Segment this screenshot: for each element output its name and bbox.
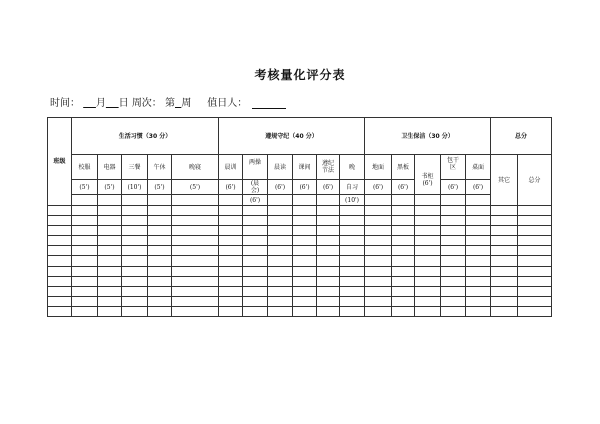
item-other: 其它 [491,155,518,206]
score-cell[interactable] [72,296,98,306]
score-cell[interactable] [293,216,317,226]
score-cell[interactable] [243,296,268,306]
score-cell[interactable] [48,256,72,266]
score-cell[interactable] [518,206,552,216]
score-cell[interactable] [122,296,148,306]
score-cell[interactable] [317,306,340,316]
score-cell[interactable] [98,226,122,236]
score-cell[interactable] [172,256,219,266]
points-appliance: (5') [98,180,122,195]
score-cell[interactable] [518,296,552,306]
date-field[interactable] [83,94,128,109]
score-cell[interactable] [392,296,415,306]
item-morning-training: 晨训 [219,155,243,180]
score-cell[interactable] [491,286,518,296]
score-cell[interactable] [172,306,219,316]
score-cell[interactable] [98,246,122,256]
table-row [48,206,552,216]
score-cell[interactable] [148,226,172,236]
score-cell[interactable] [340,286,365,296]
table-body [48,206,552,317]
score-cell[interactable] [148,216,172,226]
score-cell[interactable] [293,296,317,306]
score-cell[interactable] [317,226,340,236]
score-cell[interactable] [491,296,518,306]
score-cell[interactable] [518,306,552,316]
score-cell[interactable] [466,256,491,266]
item-law-line1: 遵纪 [322,160,335,167]
score-cell[interactable] [415,296,441,306]
score-cell[interactable] [392,236,415,246]
score-cell[interactable] [340,276,365,286]
score-cell[interactable] [365,266,392,276]
score-cell[interactable] [219,306,243,316]
points-zone: (6') [441,180,466,195]
score-cell[interactable] [98,276,122,286]
score-cell[interactable] [148,306,172,316]
score-cell[interactable] [148,266,172,276]
score-cell[interactable] [268,236,293,246]
score-cell[interactable] [340,206,365,216]
score-cell[interactable] [72,216,98,226]
item-nap: 午休 [148,155,172,180]
score-cell[interactable] [48,206,72,216]
score-cell[interactable] [219,286,243,296]
score-cell[interactable] [365,286,392,296]
item-evening: 晚 [340,155,365,180]
score-cell[interactable] [518,256,552,266]
score-cell[interactable] [466,216,491,226]
score-cell[interactable] [172,296,219,306]
score-cell[interactable] [219,276,243,286]
points-blackboard: (6') [392,180,415,195]
score-cell[interactable] [340,246,365,256]
month-label: 月 [95,98,106,109]
table-row [48,216,552,226]
score-cell[interactable] [415,276,441,286]
score-cell[interactable] [317,256,340,266]
score-cell[interactable] [98,296,122,306]
score-cell[interactable] [172,266,219,276]
score-cell[interactable] [268,296,293,306]
score-cell[interactable] [365,216,392,226]
score-cell[interactable] [122,226,148,236]
points-desk: (6') [466,180,491,195]
score-cell[interactable] [98,266,122,276]
score-cell[interactable] [148,236,172,246]
score-cell[interactable] [392,246,415,256]
score-cell[interactable] [441,236,466,246]
total-header: 总分 [491,118,552,155]
score-cell[interactable] [491,226,518,236]
score-cell[interactable] [148,276,172,286]
table-row [48,256,552,266]
score-cell[interactable] [491,206,518,216]
item-zone-line2: 区 [450,164,457,171]
score-cell[interactable] [317,286,340,296]
score-cell[interactable] [268,286,293,296]
score-cell[interactable] [243,226,268,236]
score-cell[interactable] [48,296,72,306]
score-cell[interactable] [293,226,317,236]
score-cell[interactable] [243,246,268,256]
group-discipline: 遵规守纪（40 分） [219,118,365,155]
score-cell[interactable] [268,266,293,276]
score-cell[interactable] [340,266,365,276]
score-cell[interactable] [518,286,552,296]
score-cell[interactable] [340,306,365,316]
points-self-study: (10') [340,195,365,206]
score-cell[interactable] [219,226,243,236]
score-cell[interactable] [441,266,466,276]
score-cell[interactable] [148,206,172,216]
score-cell[interactable] [243,236,268,246]
score-cell[interactable] [172,216,219,226]
score-cell[interactable] [340,216,365,226]
points-law: (6') [317,180,340,195]
score-cell[interactable] [48,236,72,246]
score-cell[interactable] [415,236,441,246]
item-law [317,155,340,180]
score-cell[interactable] [392,226,415,236]
week-prefix: 第 [165,98,175,109]
item-floor: 地面 [365,155,392,180]
score-cell[interactable] [441,276,466,286]
score-cell[interactable] [268,246,293,256]
item-exercises-note [243,180,268,195]
score-cell[interactable] [518,236,552,246]
score-cell[interactable] [365,256,392,266]
info-line [50,94,286,109]
score-cell[interactable] [340,236,365,246]
score-cell[interactable] [268,216,293,226]
score-cell[interactable] [219,296,243,306]
score-cell[interactable] [317,216,340,226]
score-cell[interactable] [365,206,392,216]
duty-label: 值日人： [207,98,248,109]
item-zone [441,155,466,180]
score-cell[interactable] [98,306,122,316]
score-cell[interactable] [48,246,72,256]
score-cell[interactable] [491,306,518,316]
score-cell[interactable] [293,286,317,296]
score-cell[interactable] [122,256,148,266]
score-cell[interactable] [293,206,317,216]
score-cell[interactable] [268,306,293,316]
score-cell[interactable] [441,226,466,236]
score-cell[interactable] [243,306,268,316]
score-cell[interactable] [72,276,98,286]
score-cell[interactable] [415,256,441,266]
score-cell[interactable] [122,216,148,226]
score-cell[interactable] [441,296,466,306]
score-cell[interactable] [392,206,415,216]
score-cell[interactable] [441,286,466,296]
score-cell[interactable] [441,246,466,256]
table-row [48,226,552,236]
score-cell[interactable] [219,246,243,256]
score-cell[interactable] [72,266,98,276]
table-row [48,236,552,246]
score-cell[interactable] [441,206,466,216]
score-cell[interactable] [122,266,148,276]
score-cell[interactable] [466,206,491,216]
group-hygiene: 卫生保洁（30 分） [365,118,491,155]
item-self-study: 自习 [340,180,365,195]
score-cell[interactable] [441,256,466,266]
score-cell[interactable] [268,206,293,216]
day-label: 日 [118,98,129,109]
score-cell[interactable] [415,226,441,236]
score-cell[interactable] [491,246,518,256]
score-cell[interactable] [466,266,491,276]
score-cell[interactable] [518,266,552,276]
score-cell[interactable] [317,296,340,306]
score-cell[interactable] [392,286,415,296]
score-cell[interactable] [340,226,365,236]
score-cell[interactable] [48,286,72,296]
score-cell[interactable] [415,206,441,216]
score-cell[interactable] [441,306,466,316]
score-cell[interactable] [122,246,148,256]
score-cell[interactable] [466,226,491,236]
score-cell[interactable] [518,216,552,226]
score-cell[interactable] [317,276,340,286]
points-morning-training: (6') [219,180,243,195]
item-night-sleep: 晚寝 [172,155,219,180]
duty-field[interactable] [252,98,286,109]
week-label: 周次： [131,98,162,109]
score-cell[interactable] [72,306,98,316]
score-cell[interactable] [466,286,491,296]
score-cell[interactable] [365,226,392,236]
score-cell[interactable] [48,226,72,236]
score-cell[interactable] [243,256,268,266]
item-exercises-note-line2: 会) [250,187,260,194]
score-cell[interactable] [72,256,98,266]
score-cell[interactable] [392,216,415,226]
score-cell[interactable] [122,286,148,296]
group-living-habits: 生活习惯（30 分） [72,118,219,155]
score-cell[interactable] [219,266,243,276]
class-header: 班级 [48,118,72,206]
score-cell[interactable] [415,306,441,316]
item-meals: 三餐 [122,155,148,180]
score-cell[interactable] [317,246,340,256]
score-cell[interactable] [317,206,340,216]
score-cell[interactable] [293,246,317,256]
item-blackboard: 黑板 [392,155,415,180]
item-sum: 总分 [518,155,552,206]
item-bookcase [415,155,441,195]
score-cell[interactable] [317,236,340,246]
score-cell[interactable] [293,276,317,286]
score-cell[interactable] [122,306,148,316]
table-row [48,266,552,276]
points-uniform: (5') [72,180,98,195]
score-cell[interactable] [415,216,441,226]
score-cell[interactable] [415,266,441,276]
week-suffix: 周 [181,98,192,109]
score-cell[interactable] [243,266,268,276]
score-cell[interactable] [415,286,441,296]
score-cell[interactable] [98,256,122,266]
score-cell[interactable] [148,246,172,256]
points-morning-reading: (6') [268,180,293,195]
score-cell[interactable] [491,256,518,266]
score-cell[interactable] [518,276,552,286]
score-cell[interactable] [365,296,392,306]
table-row [48,286,552,296]
score-table [47,117,552,317]
score-cell[interactable] [340,296,365,306]
score-cell[interactable] [98,216,122,226]
score-cell[interactable] [317,266,340,276]
score-cell[interactable] [219,236,243,246]
score-cell[interactable] [466,306,491,316]
table-row [48,306,552,316]
score-cell[interactable] [98,236,122,246]
points-floor: (6') [365,180,392,195]
score-cell[interactable] [415,246,441,256]
item-bookcase-label: 书柜 [421,172,434,180]
score-cell[interactable] [172,206,219,216]
score-cell[interactable] [293,256,317,266]
score-cell[interactable] [148,296,172,306]
score-cell[interactable] [48,276,72,286]
score-cell[interactable] [491,216,518,226]
score-cell[interactable] [466,276,491,286]
score-cell[interactable] [219,206,243,216]
item-appliance: 电器 [98,155,122,180]
score-cell[interactable] [243,216,268,226]
score-cell[interactable] [441,216,466,226]
score-cell[interactable] [365,236,392,246]
page-title: 考核量化评分表 [254,68,346,82]
score-cell[interactable] [148,256,172,266]
item-law-line2: 节法 [322,167,335,174]
score-cell[interactable] [268,256,293,266]
score-cell[interactable] [148,286,172,296]
score-cell[interactable] [243,206,268,216]
score-cell[interactable] [293,266,317,276]
week-field[interactable] [165,94,191,109]
score-cell[interactable] [72,236,98,246]
item-bookcase-points: (6') [422,179,433,187]
score-cell[interactable] [466,236,491,246]
score-cell[interactable] [172,276,219,286]
score-cell[interactable] [392,276,415,286]
item-exercises-note-line1: (晨 [250,180,260,187]
score-cell[interactable] [268,226,293,236]
score-cell[interactable] [72,246,98,256]
score-cell[interactable] [392,256,415,266]
score-cell[interactable] [491,236,518,246]
item-break: 课间 [293,155,317,180]
score-cell[interactable] [72,226,98,236]
score-cell[interactable] [365,246,392,256]
score-cell[interactable] [466,296,491,306]
points-exercises: (6') [243,195,268,206]
score-cell[interactable] [293,306,317,316]
score-cell[interactable] [340,256,365,266]
item-desk: 桌面 [466,155,491,180]
points-break: (6') [293,180,317,195]
score-cell[interactable] [243,276,268,286]
score-cell[interactable] [48,266,72,276]
table-row [48,296,552,306]
score-cell[interactable] [392,306,415,316]
score-cell[interactable] [172,246,219,256]
time-label: 时间： [50,98,80,109]
score-cell[interactable] [172,286,219,296]
score-cell[interactable] [293,236,317,246]
score-cell[interactable] [72,206,98,216]
item-zone-line1: 包干 [447,157,460,164]
points-meals: (10') [122,180,148,195]
score-cell[interactable] [518,246,552,256]
score-cell[interactable] [72,286,98,296]
item-exercises: 两操 [243,155,268,180]
score-cell[interactable] [98,206,122,216]
points-night-sleep: (5') [172,180,219,195]
score-cell[interactable] [268,276,293,286]
score-cell[interactable] [491,266,518,276]
score-cell[interactable] [243,286,268,296]
score-cell[interactable] [365,306,392,316]
score-cell[interactable] [392,266,415,276]
score-cell[interactable] [98,286,122,296]
score-cell[interactable] [48,216,72,226]
score-cell[interactable] [48,306,72,316]
table-row [48,276,552,286]
item-morning-reading: 晨读 [268,155,293,180]
score-cell[interactable] [172,236,219,246]
score-cell[interactable] [219,216,243,226]
score-cell[interactable] [122,206,148,216]
score-cell[interactable] [172,226,219,236]
score-cell[interactable] [466,246,491,256]
score-cell[interactable] [491,276,518,286]
score-cell[interactable] [122,276,148,286]
points-nap: (5') [148,180,172,195]
score-cell[interactable] [219,256,243,266]
item-uniform: 校服 [72,155,98,180]
score-cell[interactable] [518,226,552,236]
score-cell[interactable] [365,276,392,286]
score-cell[interactable] [122,236,148,246]
table-row [48,246,552,256]
